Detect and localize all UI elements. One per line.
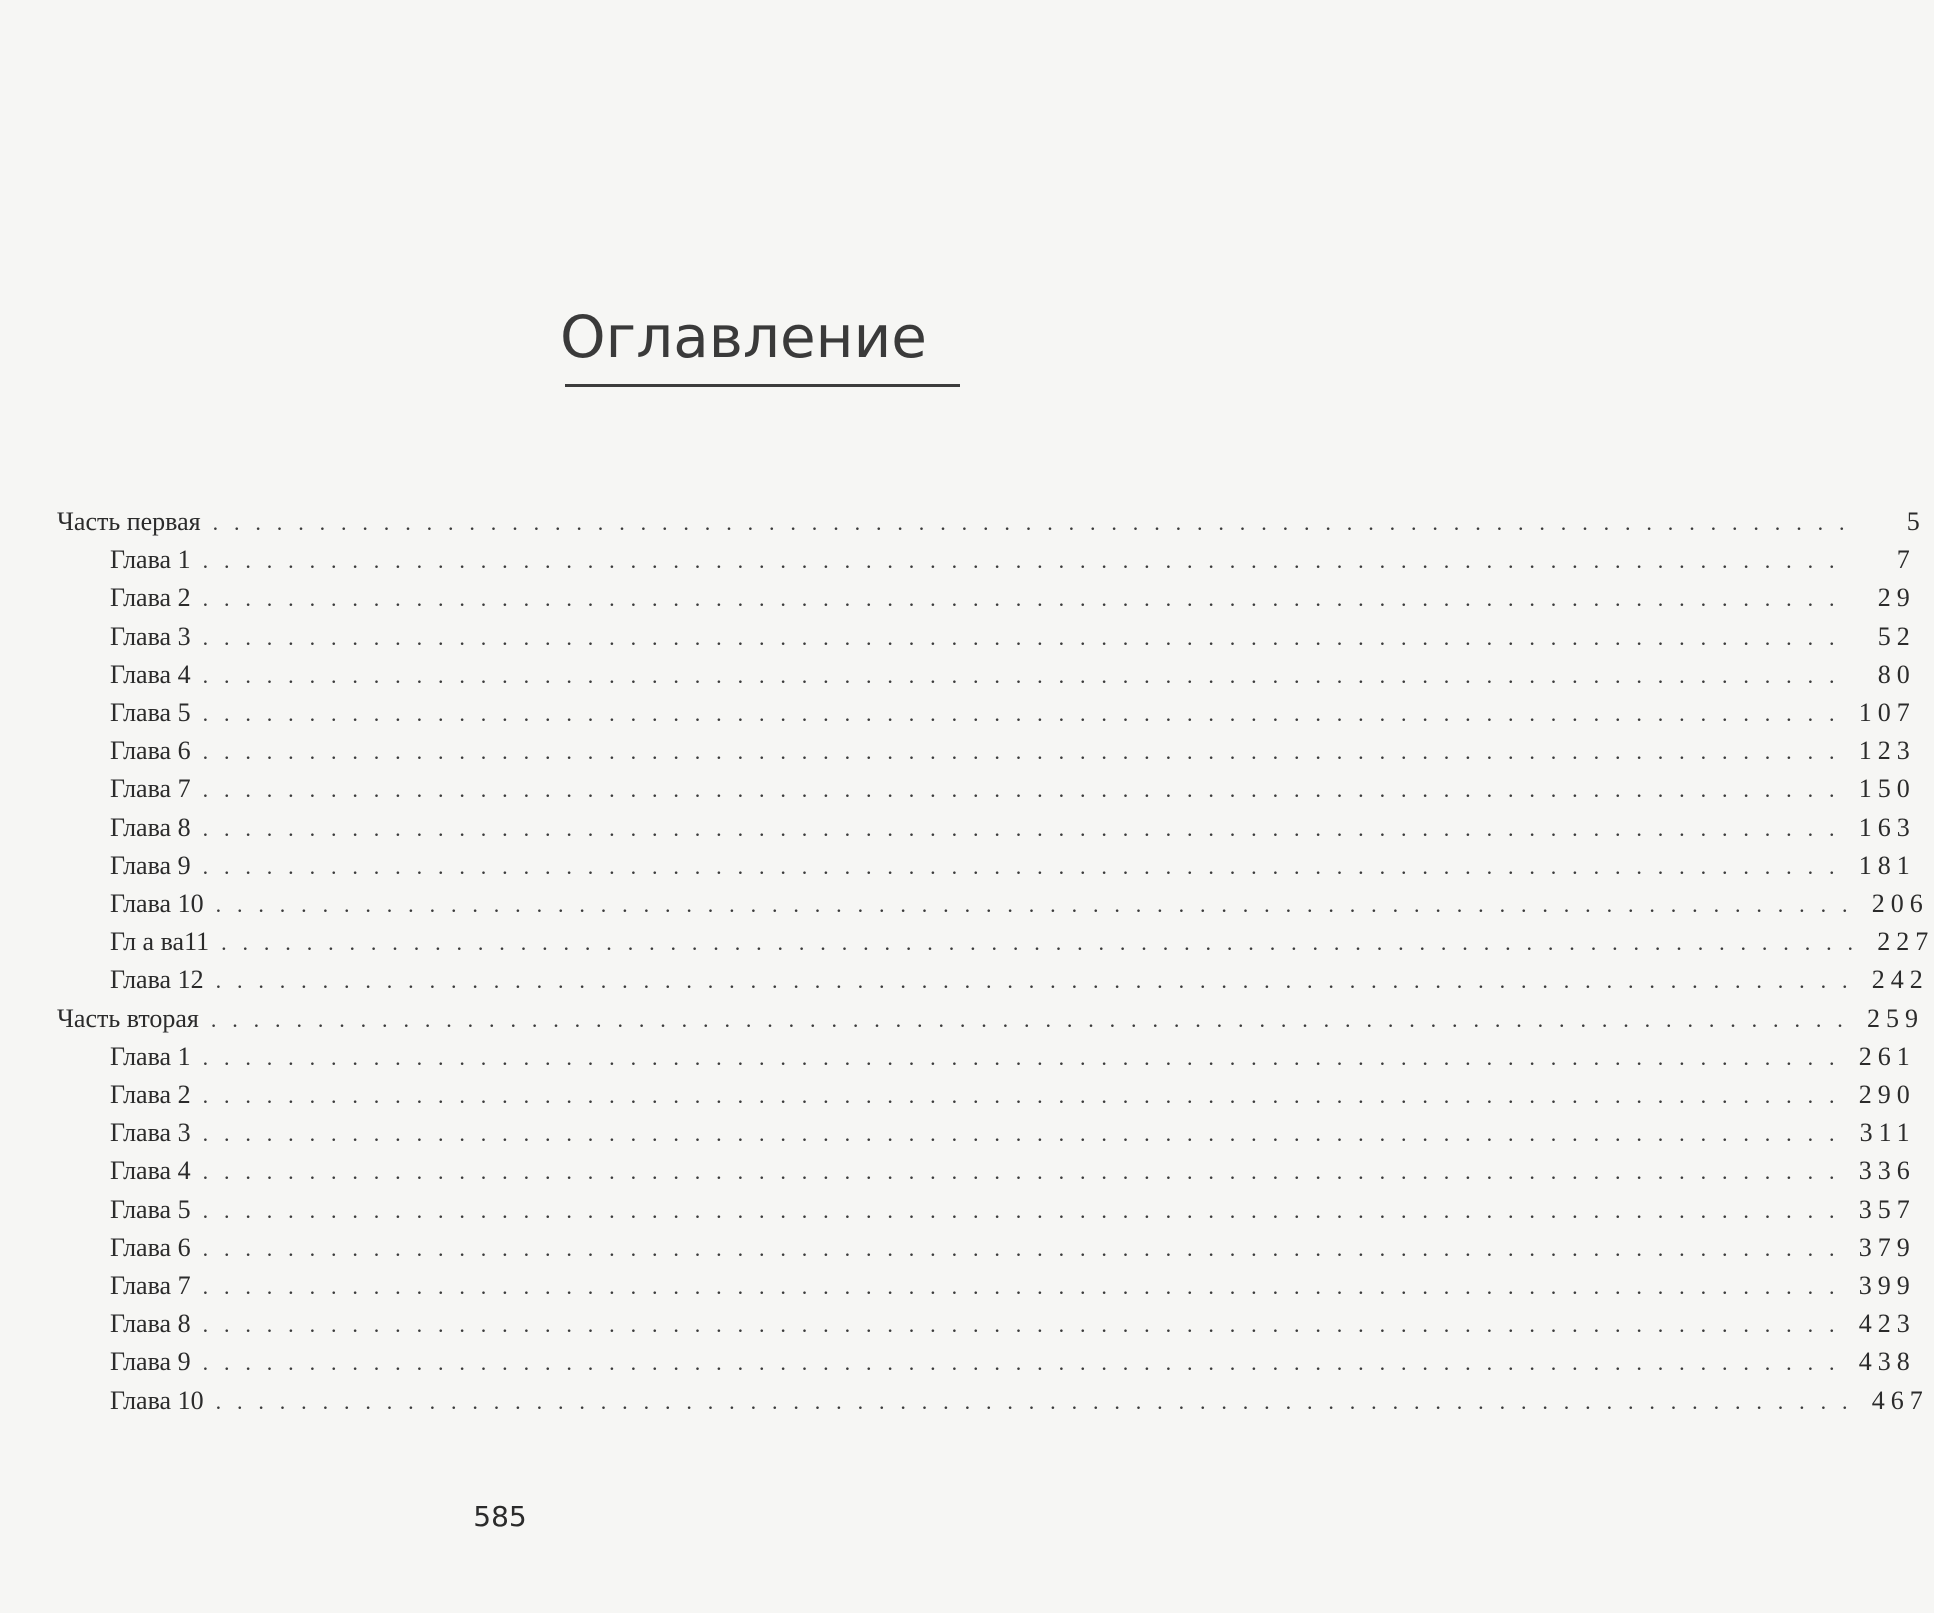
toc-entry-page: 163 xyxy=(1858,812,1916,842)
toc-entry-label: Глава 7 xyxy=(110,1271,191,1300)
toc-entry-label: Глава 2 xyxy=(110,583,191,613)
toc-dot-leader: . . . . . . . . . . . . . . . . . . . . . . . . . . . . . . . . . . . . . . . . . . . . . . . . . . . . . . . . . . . . . . . . . . . . . . . . . . . . . xyxy=(202,586,1840,612)
toc-entry-page: 80 xyxy=(1877,659,1916,689)
toc-entry-page: 107 xyxy=(1858,698,1916,727)
toc-entry-page: 399 xyxy=(1858,1271,1916,1300)
toc-dot-leader: . . . . . . . . . . . . . . . . . . . . . . . . . . . . . . . . . . . . . . . . . . . . . . . . . . . . . . . . . . . . . . . . . . . . . . . . . . . . . xyxy=(202,815,1840,841)
toc-entry-label: Глава 1 xyxy=(110,1041,191,1071)
toc-entry[interactable] xyxy=(110,1228,1916,1268)
toc-entry-label: Глава 2 xyxy=(110,1080,191,1109)
toc-entry-label: Глава 1 xyxy=(110,545,191,575)
toc-entry-label: Глава 12 xyxy=(110,965,204,995)
toc-entry[interactable] xyxy=(110,655,1916,695)
toc-dot-leader: . . . . . . . . . . . . . . . . . . . . . . . . . . . . . . . . . . . . . . . . . . . . . . . . . . . . . . . . . . . . . . . . . . . . . . . . . . . . . xyxy=(202,777,1840,803)
toc-entry[interactable] xyxy=(110,1151,1916,1191)
toc-entry-page: 259 xyxy=(1866,1003,1924,1033)
toc-entry-label: Глава 8 xyxy=(110,1309,191,1339)
toc-entry-page: 379 xyxy=(1858,1232,1916,1262)
toc-entry[interactable] xyxy=(110,1304,1916,1344)
toc-entry-page: 29 xyxy=(1877,583,1916,613)
toc-entry-page: 261 xyxy=(1858,1041,1916,1071)
toc-entry-label: Глава 4 xyxy=(110,1156,191,1186)
toc-entry[interactable] xyxy=(110,578,1916,618)
toc-dot-leader: . . . . . . . . . . . . . . . . . . . . . . . . . . . . . . . . . . . . . . . . . . . . . . . . . . . . . . . . . . . . . . . . . . . . . . . . . . . . . xyxy=(202,1312,1840,1338)
toc-dot-leader: . . . . . . . . . . . . . . . . . . . . . . . . . . . . . . . . . . . . . . . . . . . . . . . . . . . . . . . . . . . . . . . . . . . . . . . . . . . . . xyxy=(202,1083,1840,1108)
toc-dot-leader: . . . . . . . . . . . . . . . . . . . . . . . . . . . . . . . . . . . . . . . . . . . . . . . . . . . . . . . . . . . . . . . . . . . . . . . . . . . . . xyxy=(221,930,1859,956)
toc-dot-leader: . . . . . . . . . . . . . . . . . . . . . . . . . . . . . . . . . . . . . . . . . . . . . . . . . . . . . . . . . . . . . . . . . . . . . . . . . . . . . xyxy=(202,624,1840,650)
toc-entry[interactable] xyxy=(57,999,1924,1039)
toc-dot-leader: . . . . . . . . . . . . . . . . . . . . . . . . . . . . . . . . . . . . . . . . . . . . . . . . . . . . . . . . . . . . . . . . . . . . . . . . . . . . . xyxy=(202,701,1840,726)
toc-entry-page: 206 xyxy=(1871,889,1929,918)
toc-entry-label: Глава 10 xyxy=(110,1385,204,1415)
toc-entry-page: 7 xyxy=(1896,545,1916,575)
toc-entry[interactable] xyxy=(110,1113,1916,1153)
toc-entry[interactable] xyxy=(57,502,1926,542)
toc-entry-label: Глава 5 xyxy=(110,1194,191,1224)
toc-entry-page: 336 xyxy=(1858,1156,1916,1186)
toc-dot-leader: . . . . . . . . . . . . . . . . . . . . . . . . . . . . . . . . . . . . . . . . . . . . . . . . . . . . . . . . . . . . . . . . . . . . . . . . . . . . . xyxy=(212,510,1850,535)
toc-entry-label: Глава 6 xyxy=(110,1232,191,1262)
toc-entry-label: Гл а ва11 xyxy=(110,927,210,957)
toc-dot-leader: . . . . . . . . . . . . . . . . . . . . . . . . . . . . . . . . . . . . . . . . . . . . . . . . . . . . . . . . . . . . . . . . . . . . . . . . . . . . . xyxy=(202,548,1840,574)
toc-dot-leader: . . . . . . . . . . . . . . . . . . . . . . . . . . . . . . . . . . . . . . . . . . . . . . . . . . . . . . . . . . . . . . . . . . . . . . . . . . . . . xyxy=(215,968,1853,994)
toc-entry[interactable] xyxy=(110,808,1916,848)
toc-entry-label: Глава 3 xyxy=(110,621,191,651)
toc-dot-leader: . . . . . . . . . . . . . . . . . . . . . . . . . . . . . . . . . . . . . . . . . . . . . . . . . . . . . . . . . . . . . . . . . . . . . . . . . . . . . xyxy=(210,1006,1848,1032)
toc-entry-page: 5 xyxy=(1906,507,1926,536)
toc-entry[interactable] xyxy=(110,1266,1916,1306)
toc-dot-leader: . . . . . . . . . . . . . . . . . . . . . . . . . . . . . . . . . . . . . . . . . . . . . . . . . . . . . . . . . . . . . . . . . . . . . . . . . . . . . xyxy=(202,1159,1840,1185)
toc-entry-label: Глава 8 xyxy=(110,812,191,842)
toc-entry[interactable] xyxy=(110,846,1916,886)
page-number: 585 xyxy=(473,1500,527,1533)
toc-entry[interactable] xyxy=(110,1190,1916,1230)
toc-entry[interactable] xyxy=(110,617,1916,657)
toc-entry-page: 290 xyxy=(1858,1080,1916,1109)
title-rule xyxy=(565,384,960,387)
toc-entry-page: 52 xyxy=(1877,621,1916,651)
toc-entry-page: 311 xyxy=(1859,1118,1916,1148)
toc-dot-leader: . . . . . . . . . . . . . . . . . . . . . . . . . . . . . . . . . . . . . . . . . . . . . . . . . . . . . . . . . . . . . . . . . . . . . . . . . . . . . xyxy=(202,1197,1840,1223)
toc-entry[interactable] xyxy=(110,1342,1916,1382)
toc-entry-label: Глава 10 xyxy=(110,889,204,918)
toc-entry[interactable] xyxy=(110,540,1916,580)
toc-dot-leader: . . . . . . . . . . . . . . . . . . . . . . . . . . . . . . . . . . . . . . . . . . . . . . . . . . . . . . . . . . . . . . . . . . . . . . . . . . . . . xyxy=(202,1350,1840,1376)
toc-entry-page: 423 xyxy=(1858,1309,1916,1339)
page-title: Оглавление xyxy=(560,303,927,371)
toc-entry-label: Глава 7 xyxy=(110,774,191,804)
toc-dot-leader: . . . . . . . . . . . . . . . . . . . . . . . . . . . . . . . . . . . . . . . . . . . . . . . . . . . . . . . . . . . . . . . . . . . . . . . . . . . . . xyxy=(215,1388,1853,1414)
toc-entry[interactable] xyxy=(110,731,1916,771)
toc-entry-label: Глава 3 xyxy=(110,1118,191,1148)
toc-entry[interactable] xyxy=(110,769,1916,809)
toc-dot-leader: . . . . . . . . . . . . . . . . . . . . . . . . . . . . . . . . . . . . . . . . . . . . . . . . . . . . . . . . . . . . . . . . . . . . . . . . . . . . . xyxy=(202,662,1840,688)
toc-dot-leader: . . . . . . . . . . . . . . . . . . . . . . . . . . . . . . . . . . . . . . . . . . . . . . . . . . . . . . . . . . . . . . . . . . . . . . . . . . . . . xyxy=(202,739,1840,765)
toc-dot-leader: . . . . . . . . . . . . . . . . . . . . . . . . . . . . . . . . . . . . . . . . . . . . . . . . . . . . . . . . . . . . . . . . . . . . . . . . . . . . . xyxy=(202,1235,1840,1261)
toc-entry-label: Глава 9 xyxy=(110,1347,191,1377)
toc-entry-label: Часть первая xyxy=(57,507,201,536)
toc-dot-leader: . . . . . . . . . . . . . . . . . . . . . . . . . . . . . . . . . . . . . . . . . . . . . . . . . . . . . . . . . . . . . . . . . . . . . . . . . . . . . xyxy=(202,853,1840,879)
toc-entry[interactable] xyxy=(110,1037,1916,1077)
toc-entry-page: 467 xyxy=(1871,1385,1929,1415)
toc-entry-label: Часть вторая xyxy=(57,1003,199,1033)
toc-entry[interactable] xyxy=(110,693,1916,733)
toc-entry-page: 123 xyxy=(1858,736,1916,766)
toc-entry-page: 227 xyxy=(1877,927,1934,957)
toc-entry-page: 150 xyxy=(1858,774,1916,804)
toc-entry[interactable] xyxy=(110,884,1929,924)
toc-entry-label: Глава 5 xyxy=(110,698,191,727)
toc-entry-page: 242 xyxy=(1871,965,1929,995)
toc-entry-label: Глава 4 xyxy=(110,659,191,689)
toc-entry[interactable] xyxy=(110,1381,1929,1421)
toc-dot-leader: . . . . . . . . . . . . . . . . . . . . . . . . . . . . . . . . . . . . . . . . . . . . . . . . . . . . . . . . . . . . . . . . . . . . . . . . . . . . . xyxy=(202,1121,1840,1147)
toc-dot-leader: . . . . . . . . . . . . . . . . . . . . . . . . . . . . . . . . . . . . . . . . . . . . . . . . . . . . . . . . . . . . . . . . . . . . . . . . . . . . . xyxy=(215,892,1853,917)
toc-entry-page: 438 xyxy=(1858,1347,1916,1377)
toc-dot-leader: . . . . . . . . . . . . . . . . . . . . . . . . . . . . . . . . . . . . . . . . . . . . . . . . . . . . . . . . . . . . . . . . . . . . . . . . . . . . . xyxy=(202,1044,1840,1070)
toc-entry-page: 181 xyxy=(1858,850,1916,880)
toc-entry[interactable] xyxy=(110,1075,1916,1115)
toc-entry[interactable] xyxy=(110,922,1934,962)
toc-dot-leader: . . . . . . . . . . . . . . . . . . . . . . . . . . . . . . . . . . . . . . . . . . . . . . . . . . . . . . . . . . . . . . . . . . . . . . . . . . . . . xyxy=(202,1274,1840,1299)
toc-entry-label: Глава 6 xyxy=(110,736,191,766)
toc-entry-label: Глава 9 xyxy=(110,850,191,880)
toc-entry[interactable] xyxy=(110,960,1929,1000)
toc-entry-page: 357 xyxy=(1858,1194,1916,1224)
